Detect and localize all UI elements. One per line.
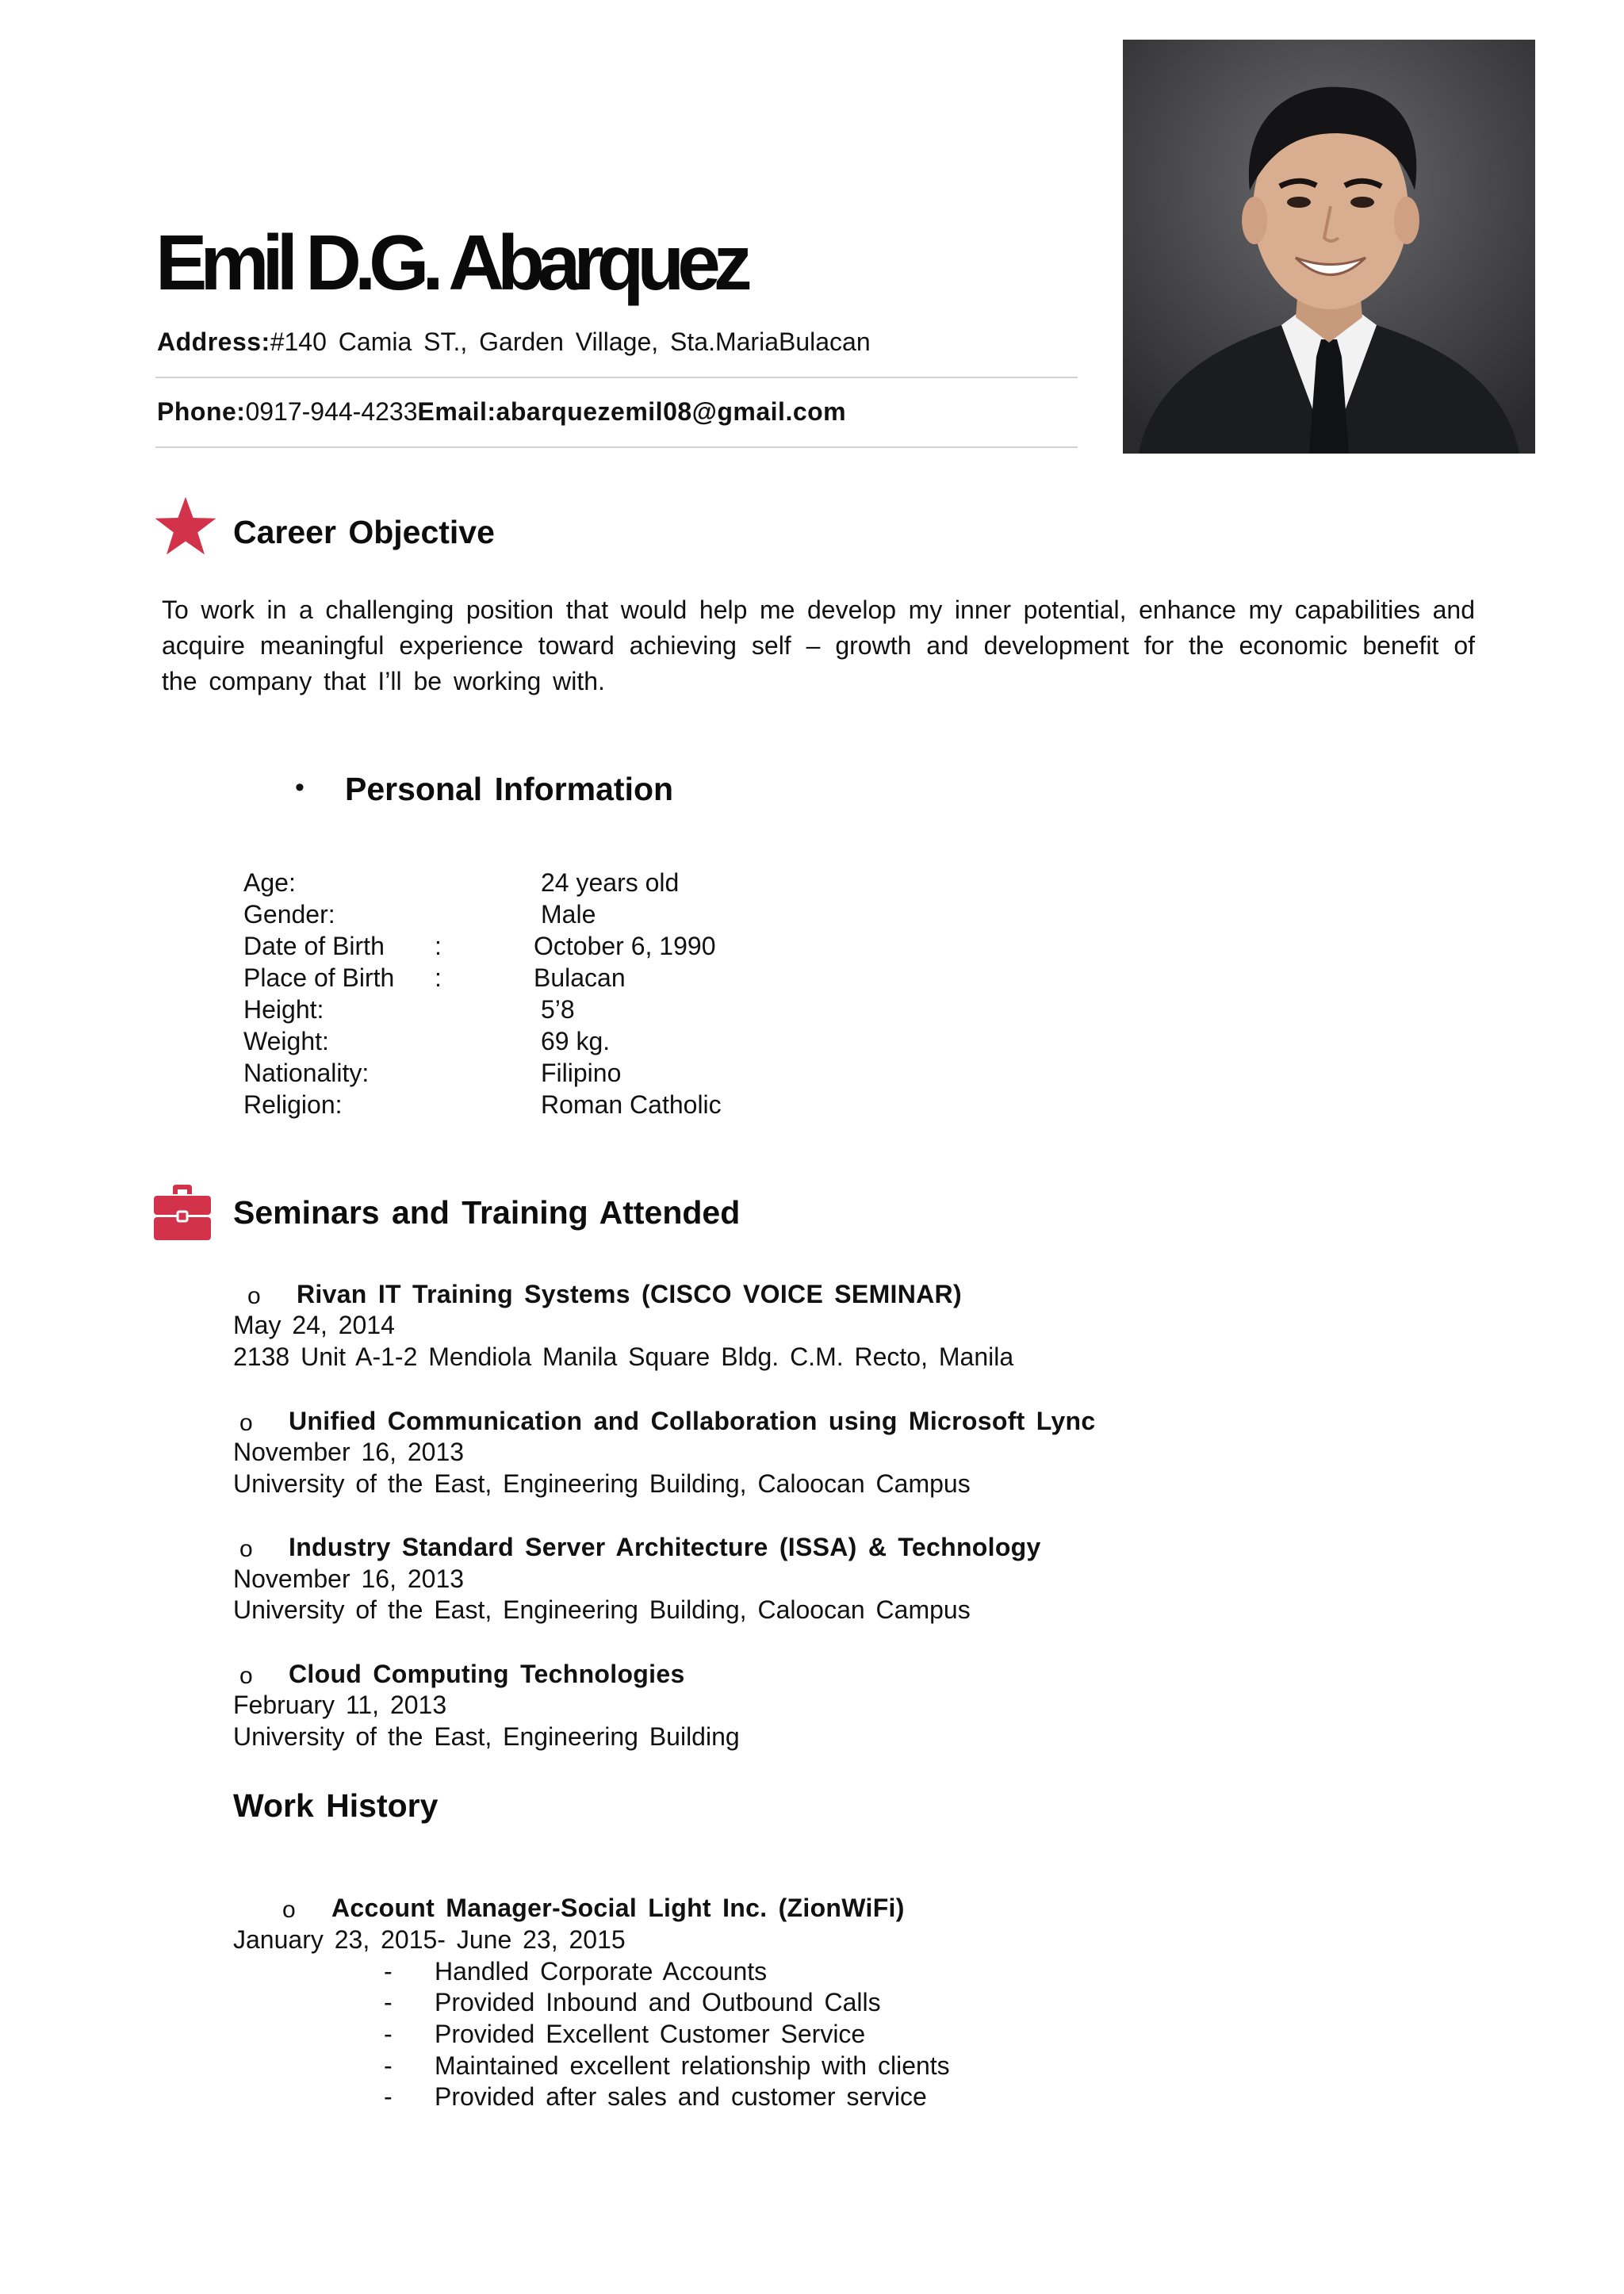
duty-dash: -	[384, 2020, 393, 2048]
briefcase-icon	[154, 1185, 211, 1240]
duty-item: Handled Corporate Accounts	[435, 1957, 768, 1986]
phone-email-line	[157, 399, 846, 424]
seminar-date: February 11, 2013	[233, 1691, 447, 1719]
career-objective-heading: Career Objective	[233, 514, 495, 550]
duty-dash: -	[384, 2082, 393, 2111]
job-title: Account Manager-Social Light Inc. (ZionWiFi)	[331, 1894, 905, 1922]
seminar-date: May 24, 2014	[233, 1311, 395, 1339]
pi-colon-pob: :	[435, 963, 442, 992]
divider	[155, 446, 1078, 448]
pi-value-pob: Bulacan	[534, 963, 626, 992]
pi-value-weight: 69 kg.	[541, 1027, 611, 1055]
pi-label-weight: Weight:	[243, 1027, 329, 1055]
career-objective-text: To work in a challenging position that would help me develop my inner potential, enhance my capabilities and acquire meaningful experience toward achieving self – growth and development for the economic benefit of the company that I’ll be working with.	[162, 596, 1475, 695]
seminar-location: 2138 Unit A-1-2 Mendiola Manila Square Bldg. C.M. Recto, Manila	[233, 1342, 1014, 1371]
pi-label-age: Age:	[243, 868, 296, 897]
work-history-heading: Work History	[233, 1787, 439, 1824]
address-value: #140 Camia ST., Garden Village, Sta.MariaBulacan	[270, 327, 871, 356]
seminar-title: Industry Standard Server Architecture (ISSA) & Technology	[289, 1533, 1041, 1561]
duty-dash: -	[384, 1988, 393, 2016]
seminar-location: University of the East, Engineering Building	[233, 1722, 740, 1751]
email-label: Email:	[417, 397, 496, 426]
star-icon	[154, 496, 217, 556]
pi-value-dob: October 6, 1990	[534, 932, 716, 960]
address-line	[157, 329, 871, 354]
pi-value-gender: Male	[541, 900, 596, 929]
duty-item: Provided Inbound and Outbound Calls	[435, 1988, 881, 2016]
seminar-title: Rivan IT Training Systems (CISCO VOICE SEMINAR)	[297, 1280, 962, 1308]
list-marker: o	[239, 1663, 253, 1689]
list-marker: o	[247, 1283, 261, 1309]
phone-label: Phone:	[157, 397, 246, 426]
pi-value-height: 5’8	[541, 995, 575, 1024]
profile-photo	[1123, 40, 1535, 454]
pi-value-age: 24 years old	[541, 868, 680, 897]
pi-value-nationality: Filipino	[541, 1059, 622, 1087]
bullet-icon: •	[295, 772, 304, 802]
personal-information-heading: Personal Information	[345, 771, 674, 807]
job-dates: January 23, 2015- June 23, 2015	[233, 1925, 626, 1954]
email-value: abarquezemil08@gmail.com	[496, 397, 847, 426]
resume-name: Emil D.G. Abarquez	[155, 219, 745, 306]
pi-label-gender: Gender:	[243, 900, 335, 929]
seminar-title: Cloud Computing Technologies	[289, 1660, 685, 1688]
pi-colon-dob: :	[435, 932, 442, 960]
address-label: Address:	[157, 327, 270, 356]
list-marker: o	[239, 1536, 253, 1562]
pi-label-pob: Place of Birth	[243, 963, 395, 992]
seminar-date: November 16, 2013	[233, 1438, 465, 1466]
seminar-location: University of the East, Engineering Building, Caloocan Campus	[233, 1469, 971, 1498]
pi-label-height: Height:	[243, 995, 324, 1024]
seminar-location: University of the East, Engineering Building, Caloocan Campus	[233, 1595, 971, 1624]
phone-value: 0917-944-4233	[245, 397, 418, 426]
seminar-title: Unified Communication and Collaboration using Microsoft Lync	[289, 1407, 1096, 1435]
pi-label-nationality: Nationality:	[243, 1059, 370, 1087]
divider	[155, 377, 1078, 378]
pi-value-religion: Roman Catholic	[541, 1090, 722, 1119]
duty-dash: -	[384, 1957, 393, 1986]
duty-item: Provided after sales and customer service	[435, 2082, 927, 2111]
pi-label-dob: Date of Birth	[243, 932, 385, 960]
pi-label-religion: Religion:	[243, 1090, 343, 1119]
seminar-date: November 16, 2013	[233, 1564, 465, 1593]
duty-item: Provided Excellent Customer Service	[435, 2020, 866, 2048]
duty-dash: -	[384, 2051, 393, 2080]
list-marker: o	[282, 1897, 296, 1923]
list-marker: o	[239, 1410, 253, 1436]
seminars-heading: Seminars and Training Attended	[233, 1194, 741, 1231]
duty-item: Maintained excellent relationship with clients	[435, 2051, 950, 2080]
